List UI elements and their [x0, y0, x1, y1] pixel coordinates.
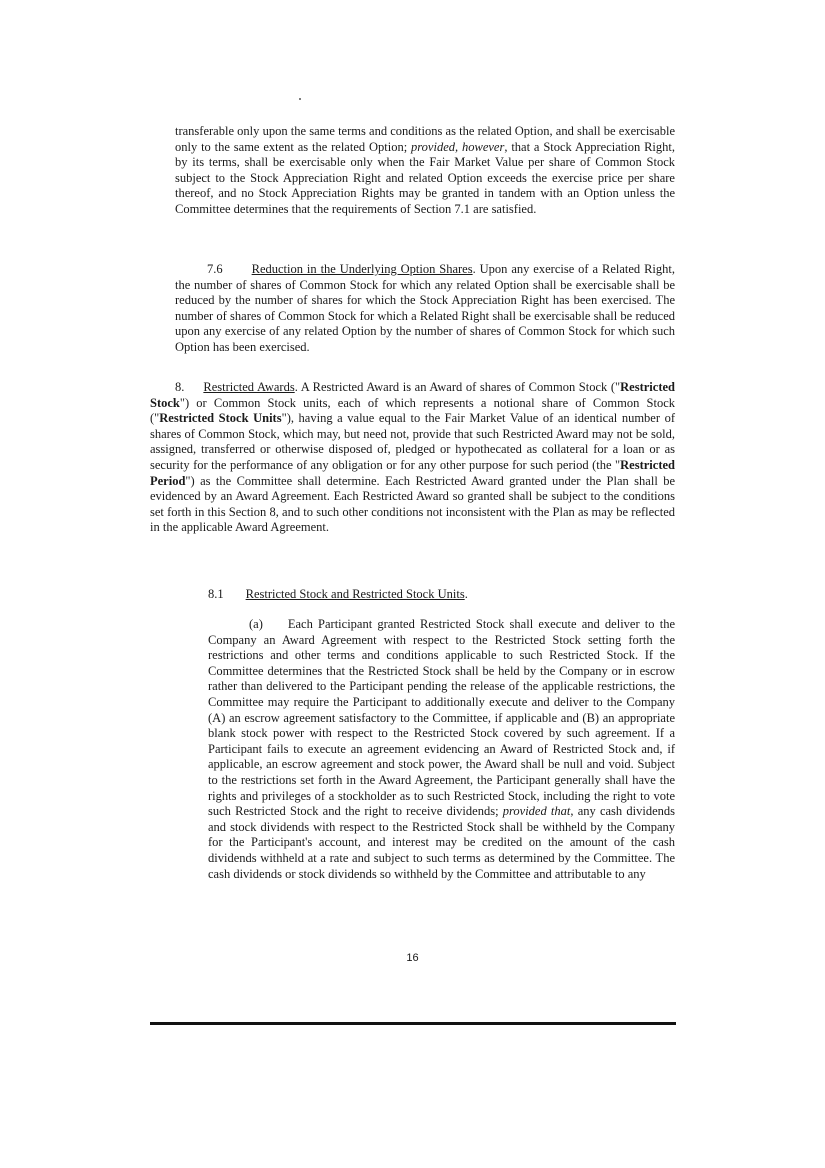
section-number: 8.1 — [208, 587, 224, 601]
text: . A Restricted Award is an Award of shares of Common Stock (" — [294, 380, 621, 394]
section-heading: Restricted Stock and Restricted Stock Units — [245, 587, 465, 601]
scan-artifact-dot — [299, 98, 301, 100]
text: ") or Common Stock units, each of which represents a notional share of Common Stock (" — [150, 395, 675, 426]
section-8 — [150, 380, 675, 536]
text: Each Participant granted Restricted Stock shall execute and deliver to the Company an Award Agreement with respect to the Restricted Stock setting forth the restrictions and other terms and conditions applicable to such Restricted Stock. If the Committee determines that the Restricted Stock shall be held by the Company or in escrow rather than delivered to the Participant pending the release of the applicable restrictions, the Committee may require the Participant to additionally execute and deliver to the Company (A) an escrow agreement satisfactory to the Committee, if applicable and (B) an appropriate blank stock power with respect to the Restricted Stock covered by such agreement. If a Participant fails to execute an agreement evidencing an Award of Restricted Stock and, if applicable, an escrow agreement and stock power, the Award shall be null and void. Subject to the restrictions set forth in the Award Agreement, the Participant generally shall have the rights and privileges of a stockholder as to such Restricted Stock, including the right to vote such Restricted Stock and the right to receive dividends; — [208, 617, 675, 819]
section-7-6 — [175, 262, 675, 356]
section-8-1-heading — [208, 587, 675, 603]
section-heading: Reduction in the Underlying Option Shares — [251, 262, 473, 276]
text: "), having a value equal to the Fair Market Value of an identical number of shares of Common Stock, which may, but need not, provide that such Restricted Award may not be sold, assigned, transferred or otherwise disposed of, pledged or hypothecated as collateral for a loan or as security for the performance of any obligation or for any other purpose for such period (the " — [150, 411, 675, 472]
section-number: 8. — [175, 380, 185, 394]
section-heading: Restricted Awards — [203, 380, 295, 394]
text: transferable only upon the same terms and conditions as the related Option, and shall be exercisable only to the same extent as the related Option; — [175, 124, 675, 154]
page-number: 16 — [406, 952, 419, 964]
text: , any cash dividends and stock dividends with respect to the Restricted Stock shall be withheld by the Company for the Participant's account, and interest may be credited on the amount of the cash dividends withheld at a rate and subject to such terms as determined by the Committee. The cash dividends or stock dividends so withheld by the Committee and attributable to any — [208, 804, 675, 881]
text: . — [464, 587, 468, 601]
defined-term: Restricted Period — [150, 457, 675, 488]
defined-term: Restricted Stock Units — [159, 411, 282, 426]
italic-text: provided, however — [411, 139, 505, 154]
paragraph-sar-continuation — [175, 124, 675, 218]
defined-term: Restricted Stock — [150, 380, 675, 410]
text: , that a Stock Appreciation Right, by its terms, shall be exercisable only when the Fair Market Value per share of Common Stock subject to the Stock Appreciation Right and related Option exceeds the exercise price per share thereof, and no Stock Appreciation Rights may be granted in tandem with an Option unless the Committee determines that the requirements of Section 7.1 are satisfied. — [175, 139, 675, 216]
section-number: 7.6 — [207, 262, 223, 276]
text: ") as the Committee shall determine. Each Restricted Award granted under the Plan shall be evidenced by an Award Agreement. Each Restricted Award so granted shall be subject to the conditions set forth in this Section 8, and to such other conditions not inconsistent with the Plan as may be reflected in the applicable Award Agreement. — [150, 473, 675, 535]
footer-rule — [150, 1022, 676, 1025]
italic-text: provided that — [502, 804, 571, 819]
subsection-label: (a) — [249, 617, 263, 631]
section-8-1-a — [208, 617, 675, 882]
section-body: . Upon any exercise of a Related Right, the number of shares of Common Stock for which any related Option shall be exercisable shall be reduced by the number of shares for which the Stock Appreciation Right has been exercised. The number of shares of Common Stock for which a Related Right shall be exercisable shall be reduced upon any exercise of any related Option by the number of shares of Common Stock for which such Option has been exercised. — [175, 262, 675, 354]
